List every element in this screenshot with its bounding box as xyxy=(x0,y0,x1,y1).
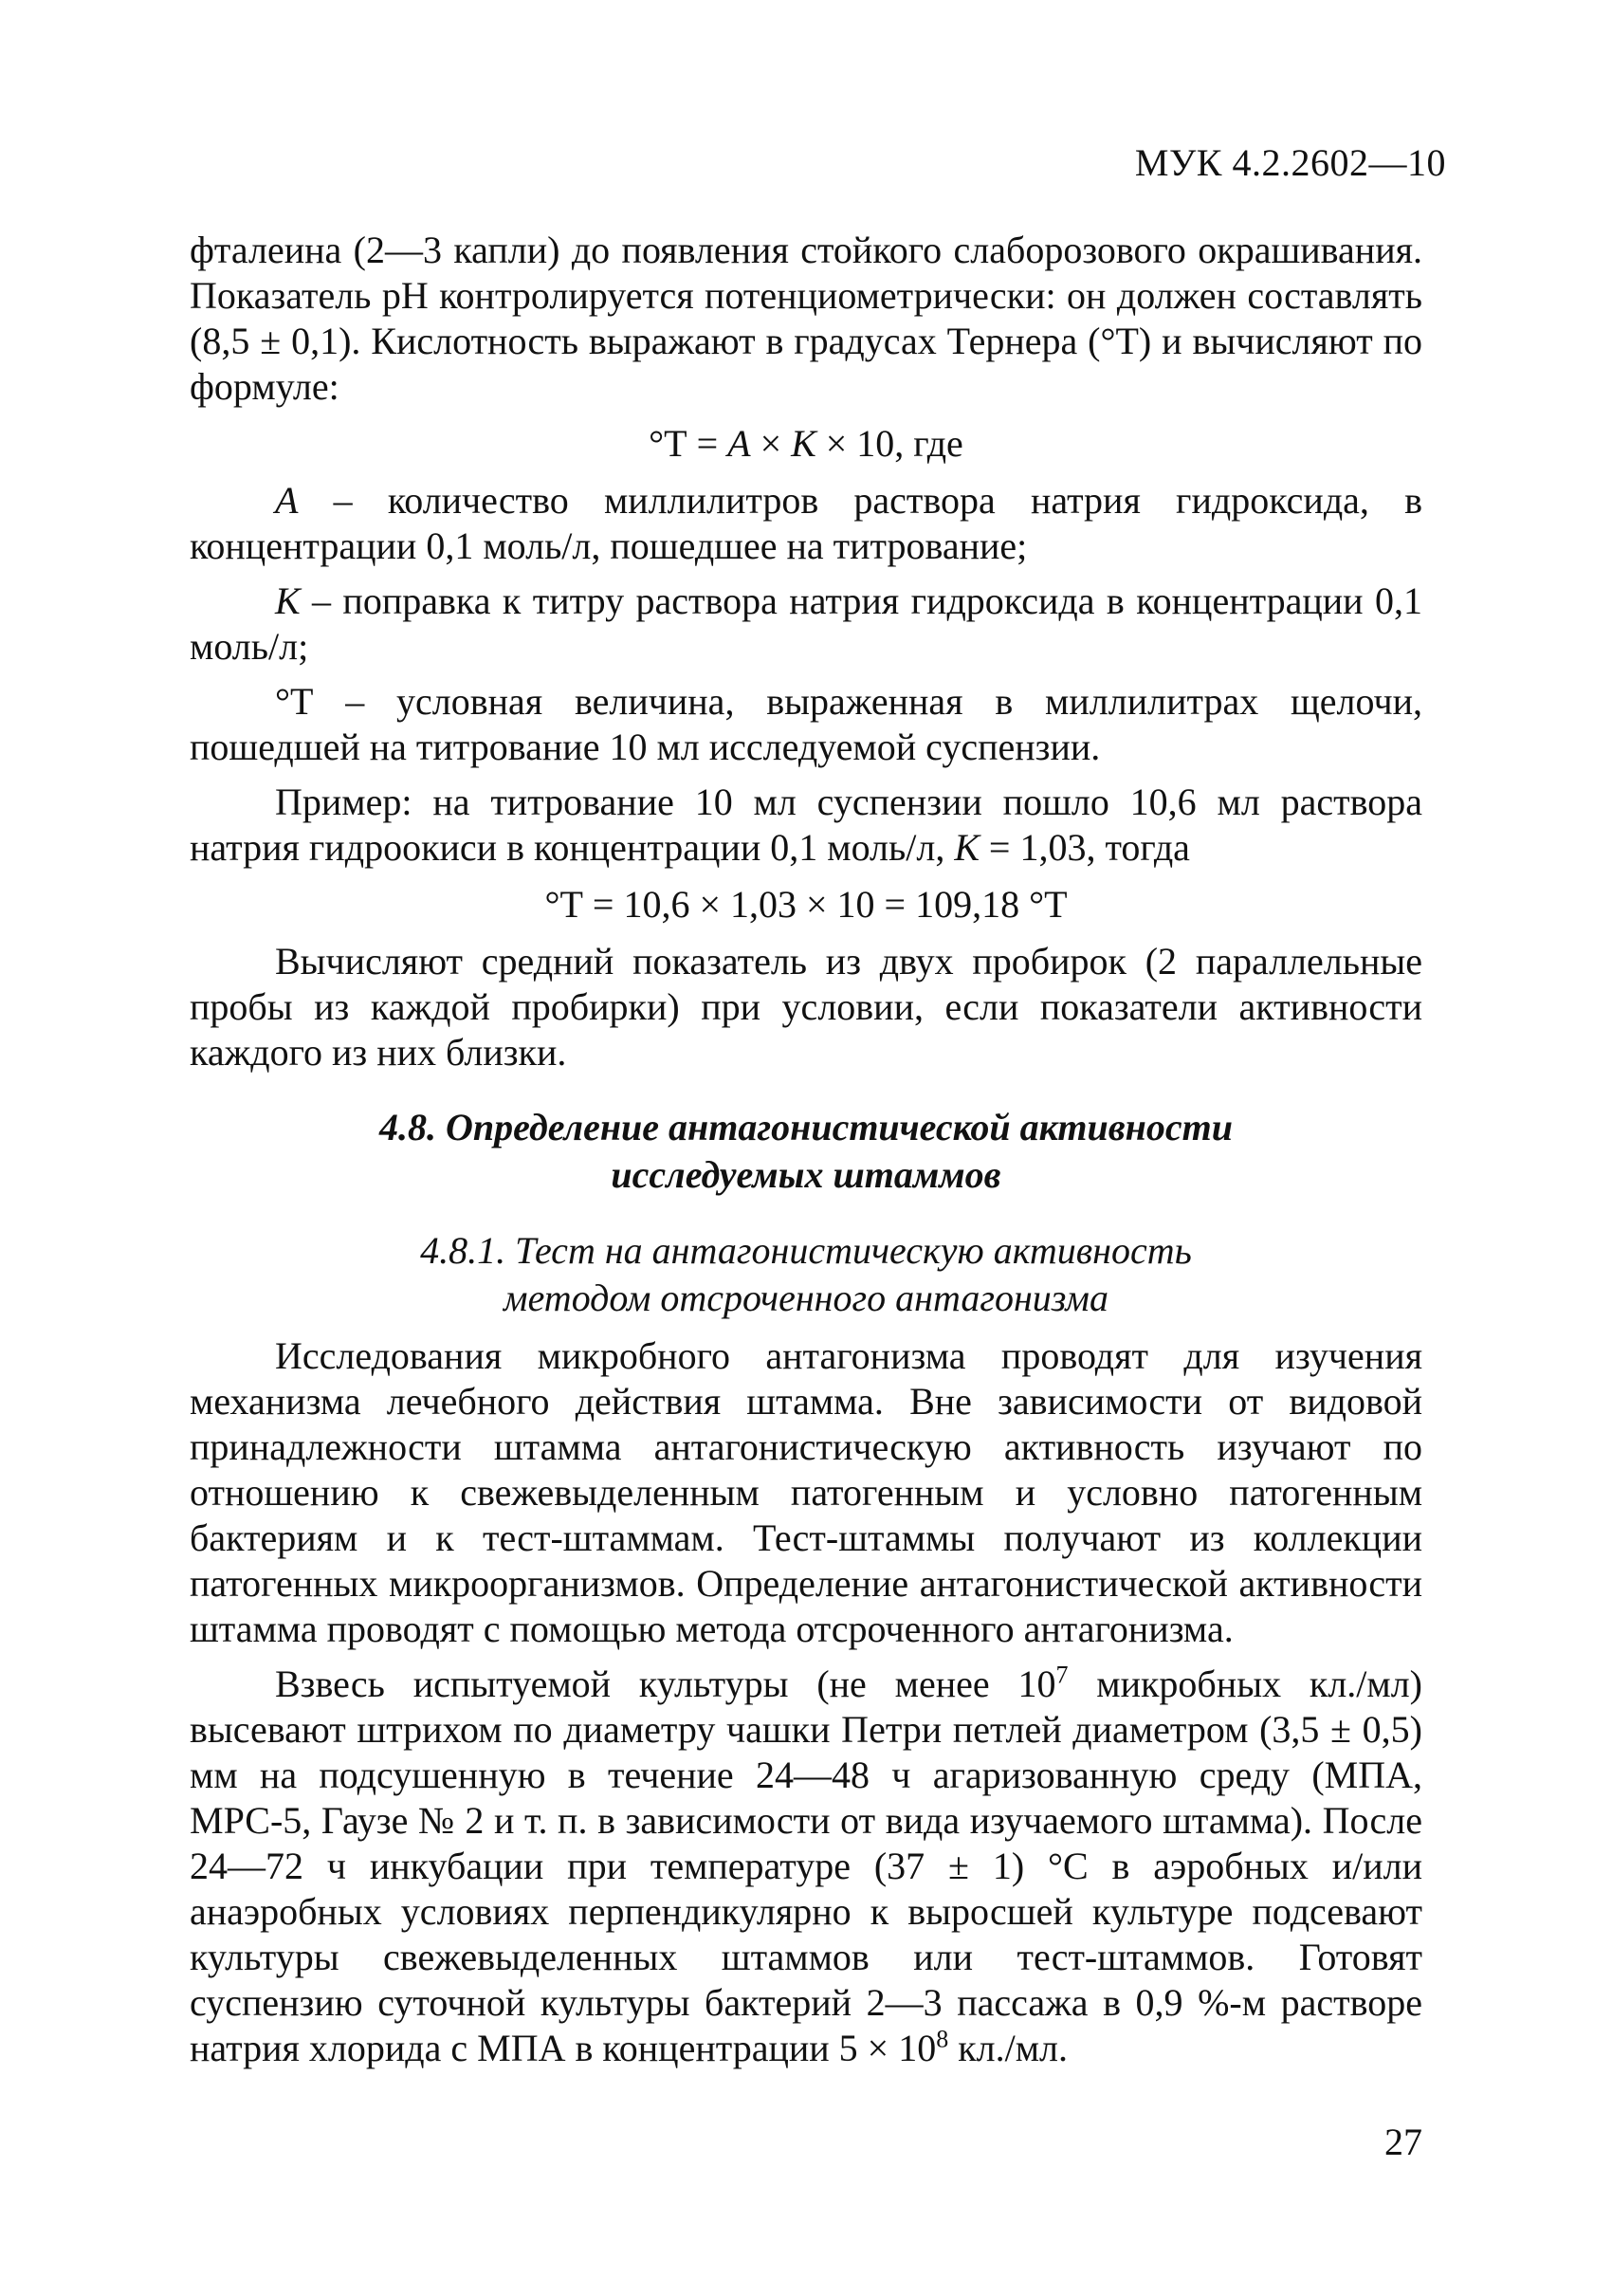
example-part2: = 1,03, тогда xyxy=(979,826,1190,869)
formula-var-k: К xyxy=(791,422,816,465)
subsection-title xyxy=(190,1227,1422,1322)
suspension-part1: Взвесь испытуемой культуры (не менее 10 xyxy=(275,1662,1056,1705)
suspension-exponent-1: 7 xyxy=(1055,1661,1069,1689)
page-number: 27 xyxy=(1384,2121,1422,2163)
formula-main xyxy=(190,421,1422,467)
example-part1: Пример: на титрование 10 мл суспензии пошло 10,6 мл раствора натрия гидроокиси в концентрации 0,1 моль/л, xyxy=(190,781,1422,869)
definition-k xyxy=(190,579,1422,670)
subsection-title-line2: методом отсроченного антагонизма xyxy=(504,1277,1108,1319)
suspension-part2: микробных кл./мл) высевают штрихом по диаметру чашки Петри петлей диаметром (3,5 ± 0,5) мм на подсушенную в течение 24—48 ч агаризованную среду (МПА, МРС-5, Гаузе № 2 и т. п. в зависимости от вида изучаемого штамма). После 24—72 ч инкубации при температуре (37 ± 1) °С в аэробных и/или анаэробных условиях перпендикулярно к выросшей культуре подсевают культуры свежевыделенных штаммов или тест-штаммов. Готовят суспензию суточной культуры бактерий 2—3 пассажа в 0,9 %-м растворе натрия хлорида с МПА в концентрации 5 × 10 xyxy=(190,1662,1423,2069)
paragraph-suspension xyxy=(190,1662,1422,2071)
definition-t: °Т – условная величина, выраженная в миллилитрах щелочи, пошедшей на титрование 10 мл исследуемой суспензии. xyxy=(190,680,1422,768)
section-title xyxy=(190,1104,1422,1199)
section-title-line2: исследуемых штаммов xyxy=(611,1153,1001,1196)
paragraph-research: Исследования микробного антагонизма проводят для изучения механизма лечебного действия штамма. Вне зависимости от видовой принадлежности штамма антагонистическую активность изучают по отношению к свежевыделенным патогенным и условно патогенным бактериям и к тест-штаммам. Тест-штаммы получают из коллекции патогенных микроорганизмов. Определение антагонистической активности штамма проводят с помощью метода отсроченного антагонизма. xyxy=(190,1334,1422,1650)
formula-prefix: °Т = xyxy=(649,422,728,465)
subsection-title-line1: 4.8.1. Тест на антагонистическую активность xyxy=(420,1229,1192,1272)
definition-a xyxy=(190,478,1422,569)
definition-k-symbol: К xyxy=(275,579,301,622)
formula-var-a: А xyxy=(727,422,751,465)
paragraph-intro: фталеина (2—3 капли) до появления стойкого слаборозового окрашивания. Показатель рН контролируется потенциометрически: он должен составлять (8,5 ± 0,1). Кислотность выражают в градусах Тернера (°Т) и вычисляют по формуле: xyxy=(190,229,1422,408)
suspension-part3: кл./мл. xyxy=(948,2027,1069,2069)
paragraph-example xyxy=(190,780,1422,871)
formula-example: °Т = 10,6 × 1,03 × 10 = 109,18 °Т xyxy=(544,883,1068,926)
formula-suffix: × 10, где xyxy=(815,422,963,465)
paragraph-average: Вычисляют средний показатель из двух пробирок (2 параллельные пробы из каждой пробирки) при условии, если показатели активности каждого из них близки. xyxy=(190,940,1422,1074)
suspension-exponent-2: 8 xyxy=(936,2025,949,2053)
document-code: МУК 4.2.2602—10 xyxy=(1134,141,1446,184)
definition-a-symbol: А xyxy=(275,479,299,522)
example-k-symbol: К xyxy=(954,826,980,869)
section-title-line1: 4.8. Определение антагонистической активности xyxy=(379,1106,1233,1148)
definition-a-text: – количество миллилитров раствора натрия гидроксида, в концентрации 0,1 моль/л, пошедшее на титрование; xyxy=(190,479,1422,567)
page-body xyxy=(190,228,1422,2071)
formula-times: × xyxy=(750,422,792,465)
definition-k-text: – поправка к титру раствора натрия гидроксида в концентрации 0,1 моль/л; xyxy=(190,579,1422,668)
